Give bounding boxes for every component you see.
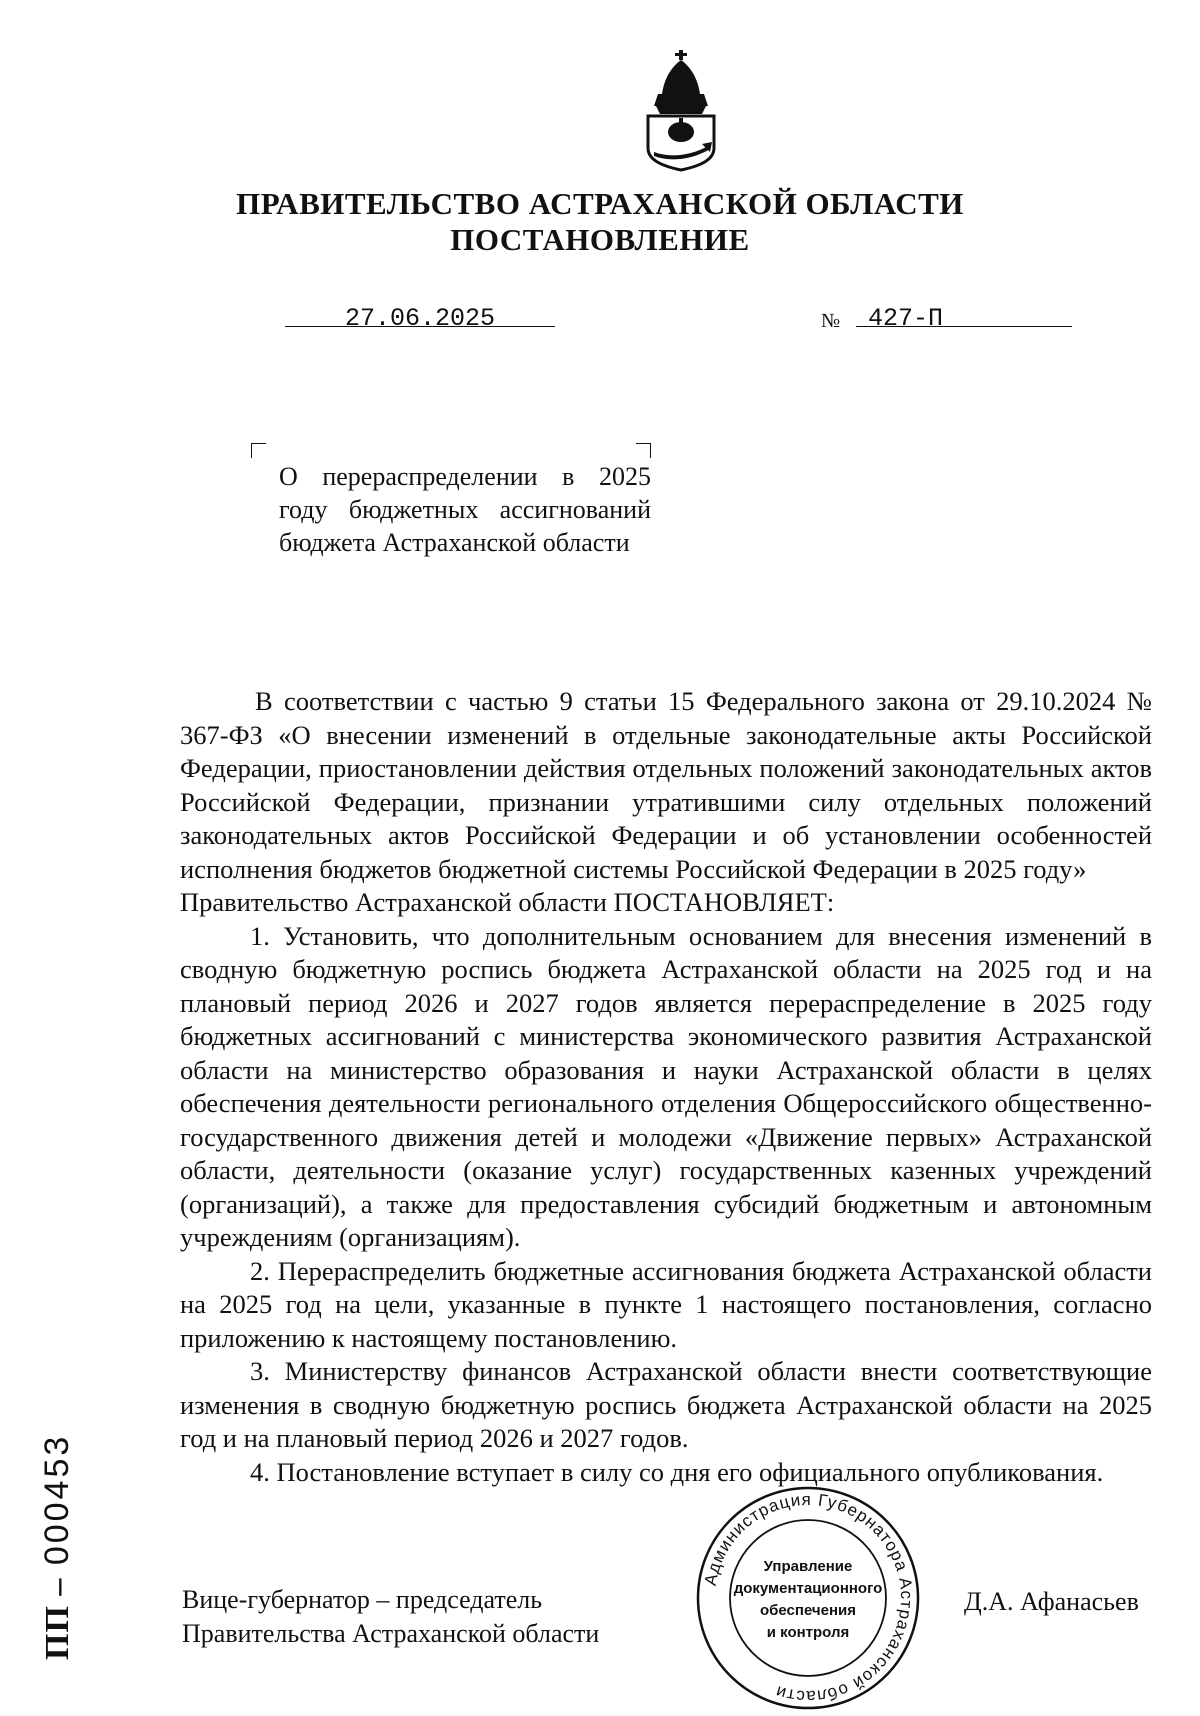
svg-text:Администрация Губернатора Астр <box>701 1490 916 1706</box>
subject-corner-right <box>636 443 651 458</box>
signatory-title-line1: Вице-губернатор – председатель <box>182 1585 543 1614</box>
subject-corner-left <box>251 443 266 458</box>
preamble-paragraph: В соответствии с частью 9 статьи 15 Федерального закона от 29.10.2024 № 367-ФЗ «О внесении изменений в отдельные законодательные акты Российской Федерации, приостановлении действия отдельных положений законодательных актов Российской Федерации, признании утратившими силу отдельных положений законодательных актов Российской Федерации и об установлении особенностей исполнения бюджетов бюджетной системы Российской Федерации в 2025 году» <box>180 686 1152 884</box>
document-type-title: ПОСТАНОВЛЕНИЕ <box>450 222 750 257</box>
document-subject: О перераспределении в 2025 году бюджетных ассигнований бюджета Астраханской области <box>279 462 651 557</box>
item-paragraph-3: 3. Министерству финансов Астраханской области внести соответствующие изменения в сводную бюджетную роспись бюджета Астраханской области на 2025 год и на плановый период 2026 и 2027 годов. <box>180 1356 1152 1453</box>
stamp-line-1: Управление <box>763 1558 853 1575</box>
stamp-line-2: документационного <box>733 1580 883 1597</box>
signatory-name: Д.А. Афанасьев <box>964 1587 1139 1616</box>
item-paragraph-1: 1. Установить, что дополнительным основанием для внесения изменений в сводную бюджетную роспись бюджета Астраханской области на 2025 год и на плановый период 2026 и 2027 годов является перераспределение в 2025 году бюджетных ассигнований с министерства экономического развития Астраханской области на министерство образования и науки Астраханской области в целях обеспечения деятельности регионального отделения Общероссийского общественно-государственного движения детей и молодежи «Движение первых» Астраханской области, деятельности (оказание услуг) государственных казенных учреждений (организаций), а также для предоставления субсидий бюджетным и автономным учреждениям (организациям). <box>180 920 1152 1252</box>
stamp-line-3: обеспечения <box>759 1602 857 1619</box>
government-title: ПРАВИТЕЛЬСТВО АСТРАХАНСКОЙ ОБЛАСТИ <box>236 186 964 221</box>
resolution-line: Правительство Астраханской области ПОСТАНОВЛЯЕТ: <box>180 887 835 917</box>
item-paragraph-4: 4. Постановление вступает в силу со дня его официального опубликования. <box>250 1456 1104 1487</box>
signatory-title <box>182 1583 599 1651</box>
document-date: 27.06.2025 <box>344 304 496 333</box>
side-code-number: 000453 <box>38 1433 76 1566</box>
document-body <box>180 685 1152 1489</box>
stamp-line-4: и контроля <box>766 1624 850 1641</box>
official-stamp <box>693 1483 923 1713</box>
document-number: 427-П <box>868 304 944 333</box>
stamp-ring-text: Администрация Губернатора Астраханской области <box>700 1489 917 1707</box>
item-paragraph-2: 2. Перераспределить бюджетные ассигнования бюджета Астраханской области на 2025 год на цели, указанные в пункте 1 настоящего постановления, согласно приложению к настоящему постановлению. <box>180 1255 1152 1353</box>
side-registration-code <box>38 1434 77 1660</box>
side-code-prefix: ПП – <box>39 1577 76 1660</box>
coat-of-arms-emblem <box>640 48 722 172</box>
number-sign: № <box>821 310 841 332</box>
signatory-title-line2: Правительства Астраханской области <box>182 1619 600 1648</box>
